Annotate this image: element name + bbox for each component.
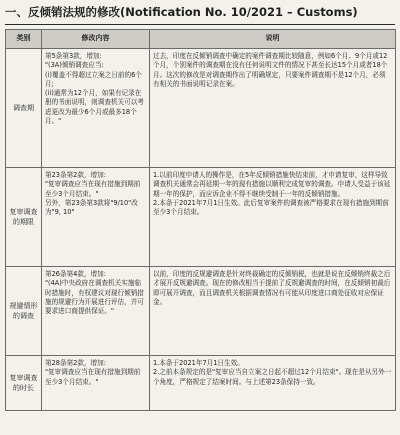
row-content <box>42 168 150 267</box>
table-row <box>6 356 396 411</box>
content-line: "(4A)中央政府在调查机关实施临时措施时，有权建议对现行倾销措施的规避行为开展进行评估，并可要求进口商提供保证。" <box>45 279 144 316</box>
row-description: 1.本条于2021年7月1日生效。 2.之前本条规定的是"复审应当自立案之日起不超过12个月结束"。现在是从另外一个角度，严格规定了结案时间。与上述第23条保持一致。 <box>150 356 396 411</box>
row-category <box>6 168 42 267</box>
table-row <box>6 49 396 168</box>
header-description: 说明 <box>150 30 396 49</box>
row-content <box>42 267 150 356</box>
row-description: 以前，印度的反规避调查是针对终裁确定的反倾销税，也就是说在反倾销终裁之后才展开反规避调查。现在的修改相当于提前了反规避调查的时间，在反倾销初裁后即可展开调查，而且调查机关根据调查情况有可能从印度进口商处征收对应保证金。 <box>150 267 396 356</box>
content-line: (ii)通常为12个月，如果有记录在册的书面说明，则调查机关可以考虑更改为最少6个月或最多18个月。" <box>45 89 144 126</box>
content-line: "(3A)倾销调查应当: <box>45 61 104 70</box>
category-text: 规避情形 <box>9 302 38 310</box>
table-header-row <box>6 30 396 49</box>
content-line: 另外，第23条第3款将"9/10"改为"9, 10" <box>45 198 138 217</box>
row-category <box>6 356 42 411</box>
regulation-table <box>5 29 396 411</box>
content-line: "复审调查应当在现有措施到期前至少3个月结束。" <box>45 368 141 386</box>
header-category: 类别 <box>6 30 42 49</box>
content-line: 第28条第2款，增加: <box>45 359 106 367</box>
row-description: 过去，印度在反倾销调查中确定的案件调查期比较随意，例如6个月、9个月或12个月，个别案件的调查期在没有任何说明文件的情况下甚至长达15个月或者18个月。这次的修改是对调查期作出了明确规定，只要案件调查期不是12个月，必须有相关的书面说明记录在案。 <box>150 49 396 168</box>
category-text: 复审调查 <box>9 374 38 382</box>
category-text: 调查期 <box>13 104 34 112</box>
header-content: 修改内容 <box>42 30 150 49</box>
category-text: 复审调查 <box>9 208 38 216</box>
category-text: 的期限 <box>13 218 34 226</box>
content-line: 第23条第2款，增加: <box>45 171 106 179</box>
row-category <box>6 267 42 356</box>
content-line: 第26条第4款，增加: <box>45 270 106 278</box>
row-content <box>42 356 150 411</box>
row-description: 1.以前印度申请人的操作是，在5年反倾销措施快结束前，才申请复审，这样导致调查机关通常会再延期一年的现有措施以顺利完成复审的调查。申请人受益于该延期一年的保护，而应诉企业不得不继续受制于一年的反倾销措施。 2.本条于2021年7月1日生效。此后复审案件的调查被严格要求在现有措施到期前至少3个月结束。 <box>150 168 396 267</box>
table-row <box>6 168 396 267</box>
section-heading: 一、反倾销法规的修改(Notification No. 10/2021 – Customs) <box>5 0 395 25</box>
table-row <box>6 267 396 356</box>
row-content <box>42 49 150 168</box>
content-line: 第5条第3款，增加: <box>45 52 102 60</box>
category-text: 的时长 <box>13 384 34 392</box>
row-category <box>6 49 42 168</box>
content-line: "复审调查应当在现有措施到期前至少3个月结束。" <box>45 180 141 198</box>
content-line: (i)覆盖不得超过立案之日前的6个月; <box>45 70 142 88</box>
category-text: 的调查 <box>13 312 34 320</box>
